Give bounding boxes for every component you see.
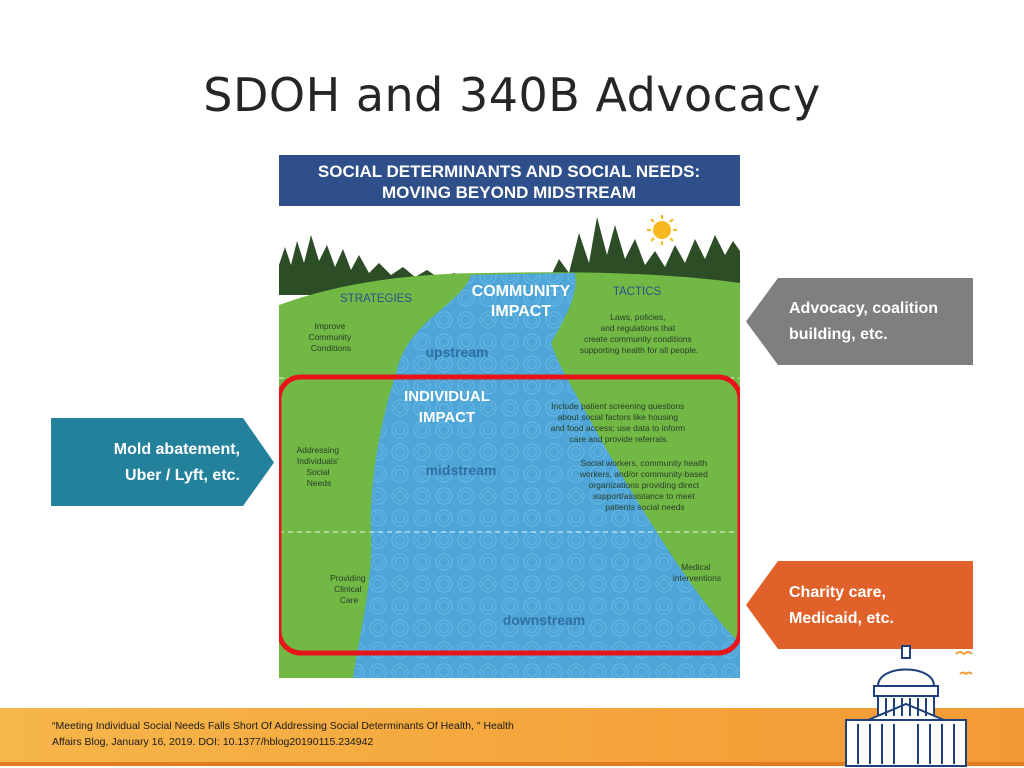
sdoh-infographic [279,155,740,678]
advocacy-callout-text [789,296,938,348]
infographic-header-line2: MOVING BEYOND MIDSTREAM [381,183,637,202]
mold-callout-line1: Mold abatement, [113,441,240,458]
charity-callout-text [789,580,894,632]
community-impact-line1: COMMUNITY [471,283,571,300]
strategies-label: STRATEGIES [340,293,412,305]
downstream-label: downstream [502,612,586,628]
mold-callout-line2: Uber / Lyft, etc. [125,467,240,484]
medical-text: Medical interventions [672,562,722,583]
capitol-building-icon [838,640,974,768]
providing-text: Providing Clinical Care [330,573,366,605]
addressing-text: Addressing Individuals' Social Needs [296,445,340,488]
midstream-label: midstream [425,462,497,478]
citation-line1: “Meeting Individual Social Needs Falls Short Of Addressing Social Determinants Of Health, " Health [52,720,514,732]
slide-title: SDOH and 340B Advocacy [203,68,821,122]
community-impact-line2: IMPACT [490,303,552,320]
upstream-label: upstream [425,344,489,360]
laws-text: Laws, policies, and regulations that create community conditions supporting health for all people. [579,312,699,355]
charity-callout-line2: Medicaid, etc. [789,610,894,627]
advocacy-callout-line2: building, etc. [789,326,888,343]
individual-impact-line1: INDIVIDUAL [404,388,490,405]
citation [52,718,572,750]
infographic-header-line1: SOCIAL DETERMINANTS AND SOCIAL NEEDS: [317,162,701,181]
charity-callout-line1: Charity care, [789,584,886,601]
individual-impact-line2: IMPACT [418,409,476,426]
workers-text: Social workers, community health workers, and/or community-based organizations providing direct support/assistance to meet patients social needs [579,458,708,512]
screening-text: Include patient screening questions about social factors like housing and food access; use data to inform care and provide referrals. [550,401,686,444]
improve-text: Improve Community Conditions [308,321,352,353]
citation-line2: Affairs Blog, January 16, 2019. DOI: 10.1377/hblog20190115.234942 [52,736,374,748]
mold-callout-text [52,437,240,489]
advocacy-callout-line1: Advocacy, coalition [789,300,939,317]
tactics-label: TACTICS [612,286,662,298]
